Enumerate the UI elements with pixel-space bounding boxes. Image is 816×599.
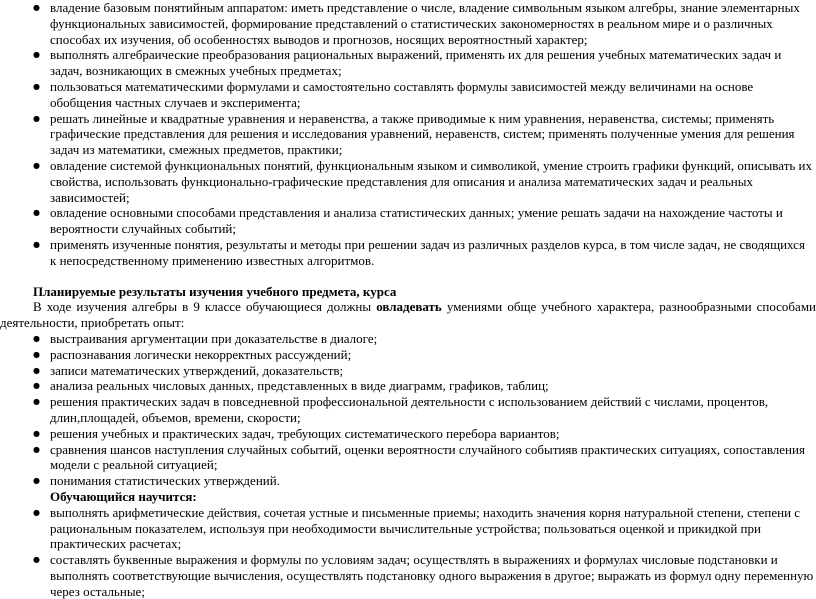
list-item: ● понимания статистических утверждений. bbox=[0, 473, 816, 489]
intro-paragraph bbox=[0, 299, 816, 331]
list-item: ● решения учебных и практических задач, требующих систематического перебора вариантов; bbox=[0, 426, 816, 442]
learner-subheading: Обучающийся научится: bbox=[50, 488, 197, 504]
list-item: ● решения практических задач в повседневной профессиональной деятельности с использованием действий с числами, процентов, длин,площадей, объемов, времени, скорости; bbox=[0, 394, 816, 426]
list-item: ● распознавания логически некорректных рассуждений; bbox=[0, 347, 816, 363]
outcomes-list bbox=[0, 0, 816, 269]
experience-list bbox=[0, 331, 816, 489]
section-heading: Планируемые результаты изучения учебного предмета, курса bbox=[33, 283, 397, 299]
list-item: ● владение базовым понятийным аппаратом: иметь представление о числе, владение символьным языком алгебры, знание элементарных функциональных зависимостей, формирование представлений о статистических закономерностях в реальном мире и о различных способах их изучения, об особенностях выводов и прогнозов, носящих вероятностный характер; bbox=[0, 0, 816, 47]
list-item: ● пользоваться математическими формулами и самостоятельно составлять формулы зависимостей между величинами на основе обобщения частных случаев и эксперимента; bbox=[0, 79, 816, 111]
list-item: ● записи математических утверждений, доказательств; bbox=[0, 363, 816, 379]
list-item: ● анализа реальных числовых данных, представленных в виде диаграмм, графиков, таблиц; bbox=[0, 378, 816, 394]
list-item: ● овладение основными способами представления и анализа статистических данных; умение решать задачи на нахождение частоты и вероятности случайных событий; bbox=[0, 205, 816, 237]
list-item: ● сравнения шансов наступления случайных событий, оценки вероятности случайного событияв практических ситуациях, сопоставления модели с реальной ситуацией; bbox=[0, 442, 816, 474]
list-item: ● овладение системой функциональных понятий, функциональным языком и символикой, умение строить графики функций, описывать их свойства, использовать функционально-графические представления для описания и анализа математических задач и реальных зависимостей; bbox=[0, 158, 816, 205]
list-item: ● выстраивания аргументации при доказательстве в диалоге; bbox=[0, 331, 816, 347]
intro-text-after: умениями обще учебного характера, разнообразными способами деятельности, приобретать опыт: bbox=[0, 299, 816, 331]
intro-text-before: В ходе изучения алгебры в 9 классе обучающиеся должны bbox=[33, 299, 377, 315]
list-item: ● составлять буквенные выражения и формулы по условиям задач; осуществлять в выражениях и формулах числовые подстановки и выполнять соответствующие вычисления, осуществлять подстановку одного выражения в другое; выражать из формул одну переменную через остальные; bbox=[0, 552, 816, 599]
list-item: ● решать линейные и квадратные уравнения и неравенства, а также приводимые к ним уравнения, неравенства, системы; применять графические представления для решения и исследования уравнений, неравенств, систем; применять полученные умения для решения задач из математики, смежных предметов, практики; bbox=[0, 111, 816, 158]
list-item: ● выполнять алгебраические преобразования рациональных выражений, применять их для решения учебных математических задач и задач, возникающих в смежных учебных предметах; bbox=[0, 47, 816, 79]
intro-bold-word: овладевать bbox=[376, 299, 442, 315]
skills-list bbox=[0, 505, 816, 599]
list-item: ● выполнять арифметические действия, сочетая устные и письменные приемы; находить значения корня натуральной степени, степени с рациональным показателем, используя при необходимости вычислительные устройства; пользоваться оценкой и прикидкой при практических расчетах; bbox=[0, 505, 816, 552]
list-item: ● применять изученные понятия, результаты и методы при решении задач из различных разделов курса, в том числе задач, не сводящихся к непосредственному применению известных алгоритмов. bbox=[0, 237, 816, 269]
